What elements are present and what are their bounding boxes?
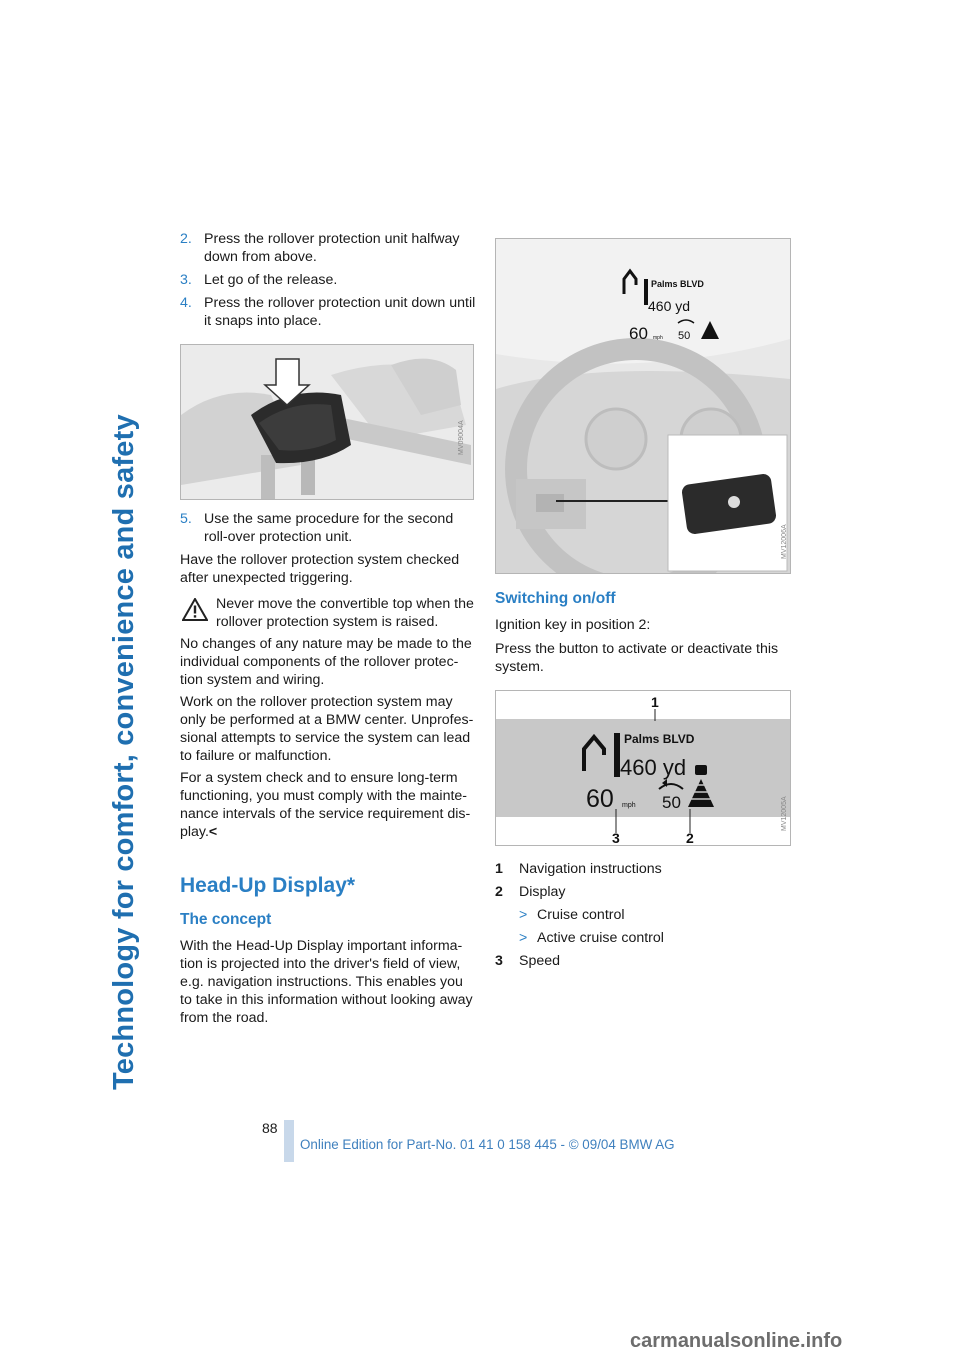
section-side-title: Technology for comfort, convenience and safety (108, 414, 140, 1090)
warning-line-2: No changes of any nature may be made to the individual components of the rollover protec-tion system and wiring. (180, 636, 472, 688)
heading-head-up-display: Head-Up Display* (180, 874, 356, 897)
left-column (180, 230, 476, 1031)
legend-item-2 (495, 883, 795, 901)
step-number: 2. (180, 231, 192, 247)
step-4 (180, 294, 476, 330)
subheading-switching: Switching on/off (495, 590, 616, 607)
hud-cruise-label: 50 (662, 793, 681, 812)
hud-cockpit-figure (495, 238, 791, 574)
step-text: Use the same procedure for the second roll-over protection unit. (204, 511, 454, 545)
press-button-paragraph: Press the button to activate or deactivate this system. (495, 641, 779, 675)
hud-display-illustration (496, 691, 790, 845)
step-number: 5. (180, 511, 192, 527)
warning-line-4-text: For a system check and to ensure long-term functioning, you must comply with the mainte-nance intervals of the service requirement dis-play. (180, 770, 471, 840)
hud-display-figure (495, 690, 791, 846)
svg-text:MV09004A: MV09004A (458, 420, 465, 455)
step-text: Let go of the release. (204, 272, 338, 288)
step-5 (180, 510, 476, 546)
hud-distance-label: 460 yd (620, 755, 687, 780)
callout-2: 2 (686, 830, 694, 845)
bullet-marker: > (519, 930, 528, 946)
hud-speed-label: 60 (586, 785, 614, 813)
rollover-unit-figure (180, 344, 474, 500)
warning-line-1: Never move the convertible top when the rollover protection system is raised. (216, 596, 474, 630)
legend-subtext: Active cruise control (537, 930, 664, 946)
right-column (495, 230, 795, 975)
subheading-concept: The concept (180, 911, 272, 928)
warning-block (180, 595, 476, 841)
step-number: 3. (180, 272, 192, 288)
step-text: Press the rollover protection unit down until it snaps into place. (204, 295, 476, 329)
svg-text:MV12006A: MV12006A (781, 524, 788, 559)
edition-footer: Online Edition for Part-No. 01 41 0 158 445 - © 09/04 BMW AG (300, 1137, 675, 1152)
cockpit-unit-label: mph (653, 335, 663, 341)
legend-number: 3 (495, 953, 503, 969)
legend-subitem-cruise (519, 906, 795, 924)
page-number: 88 (262, 1120, 278, 1136)
legend-item-1 (495, 860, 795, 878)
cockpit-speed-label: 60 (629, 324, 648, 343)
rollover-illustration (181, 345, 473, 499)
warning-triangle-icon (182, 598, 208, 621)
step-text: Press the rollover protection unit halfway down from above. (204, 231, 460, 265)
ignition-paragraph: Ignition key in position 2: (495, 617, 651, 633)
step-3 (180, 271, 476, 289)
footer-accent-bar (284, 1120, 294, 1162)
step-2 (180, 230, 476, 266)
legend-subitem-active-cruise (519, 929, 795, 947)
bullet-marker: > (519, 907, 528, 923)
site-watermark: carmanualsonline.info (630, 1330, 843, 1352)
cockpit-street-label: Palms BLVD (651, 279, 704, 289)
legend-number: 1 (495, 861, 503, 877)
legend-number: 2 (495, 884, 503, 900)
legend-text: Speed (519, 953, 561, 969)
concept-paragraph: With the Head-Up Display important informa-tion is projected into the driver's field of view, e.g. navigation instructions. This enables you to take in this information without looking away from the road. (180, 938, 473, 1026)
legend-text: Navigation instructions (519, 861, 662, 877)
callout-1: 1 (651, 694, 659, 710)
cockpit-cruise-label: 50 (678, 330, 691, 342)
cockpit-illustration (496, 239, 790, 573)
legend-subtext: Cruise control (537, 907, 625, 923)
legend-item-3 (495, 952, 795, 970)
warning-line-3: Work on the rollover protection system may only be performed at a BMW center. Unprofes-sional attempts to service the system can lead to failure or malfunction. (180, 694, 474, 764)
svg-text:MV12005A: MV12005A (781, 796, 788, 831)
step-number: 4. (180, 295, 192, 311)
hud-unit-label: mph (622, 802, 636, 809)
end-mark: < (208, 824, 218, 840)
hud-street-label: Palms BLVD (624, 732, 695, 746)
warning-line-4 (180, 769, 476, 841)
callout-3: 3 (612, 830, 620, 845)
checked-paragraph: Have the rollover protection system checked after unexpected triggering. (180, 552, 460, 586)
legend-text: Display (519, 884, 566, 900)
cockpit-distance-label: 460 yd (648, 298, 691, 314)
